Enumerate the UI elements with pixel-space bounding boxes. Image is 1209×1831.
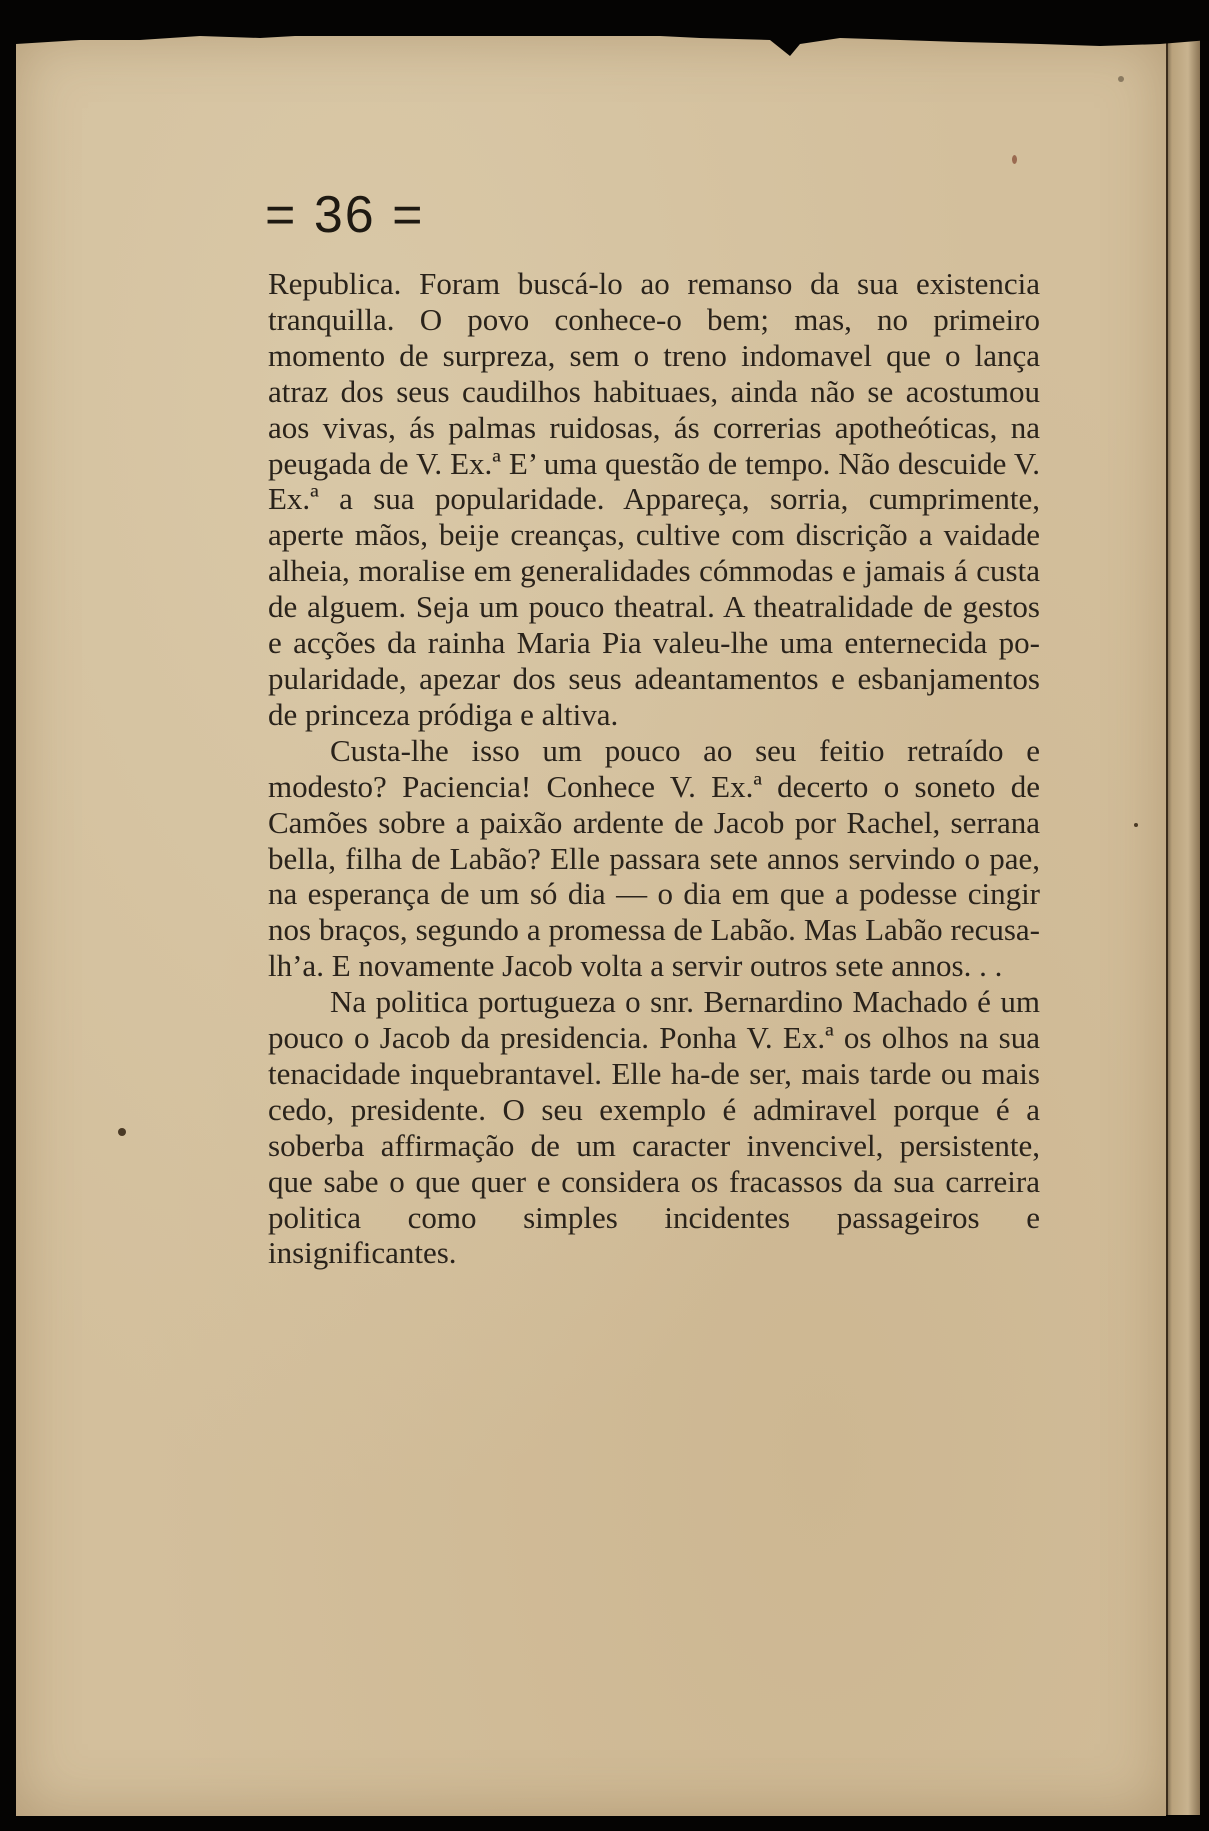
paragraph-3: Na politica portugueza o snr. Bernardino Machado é um pouco o Jacob da presidencia. Ponha V. Ex.ª os olhos na sua tenacidade inquebrantavel. Elle ha-de ser, mais tarde ou mais cedo, presidente. O seu exemplo é admiravel porque é a soberba affirmação de um caracter invencivel, persistente, que sabe o que quer e considera os fracassos da sua carreira politica como simples incidentes passageiros e insignificantes. [268,984,1040,1271]
page-number: = 36 = [265,186,425,244]
body-text [268,266,1040,1271]
adjacent-page-edge [1160,30,1200,1815]
paper-speck [1012,155,1017,164]
paper-speck [118,1128,126,1136]
paragraph-2: Custa-lhe isso um pouco ao seu feitio retraído e modesto? Paciencia! Conhece V. Ex.ª decerto o soneto de Camões sobre a paixão ardente de Jacob por Rachel, serrana bella, filha de Labão? Elle passara sete annos servindo o pae, na esperança de um só dia — o dia em que a podesse cingir nos braços, segundo a promessa de Labão. Mas Labão recusalh’a. E novamente Jacob volta a servir outros sete annos. . . [268,732,1040,984]
paper-speck [1134,823,1138,827]
torn-top-edge [0,0,1209,70]
paper-speck [1118,76,1124,82]
paragraph-1: Republica. Foram buscá-lo ao remanso da sua existencia tranquilla. O povo conhece-o bem; mas, no primeiro momento de surpreza, sem o treno indomavel que o lança atraz dos seus caudilhos habituaes, ainda não se acostumou aos vivas, ás palmas ruidosas, ás correrias apotheóticas, na peugada de V. Ex.ª E’ uma questão de tempo. Não descuide V. Ex.ª a sua popularidade. Appareça, sorria, cumprimente, aperte mãos, beije creanças, cultive com discrição a vaidade alheia, moralise em generalidades cómmodas e jamais á custa de alguem. Seja um pouco theatral. A theatralidade de gestos e acções da rainha Maria Pia valeu-lhe uma enternecida popularidade, apezar dos seus adeantamentos e esbanjamentos de princeza pródiga e altiva. [268,266,1040,732]
fold-line [1166,30,1168,1815]
